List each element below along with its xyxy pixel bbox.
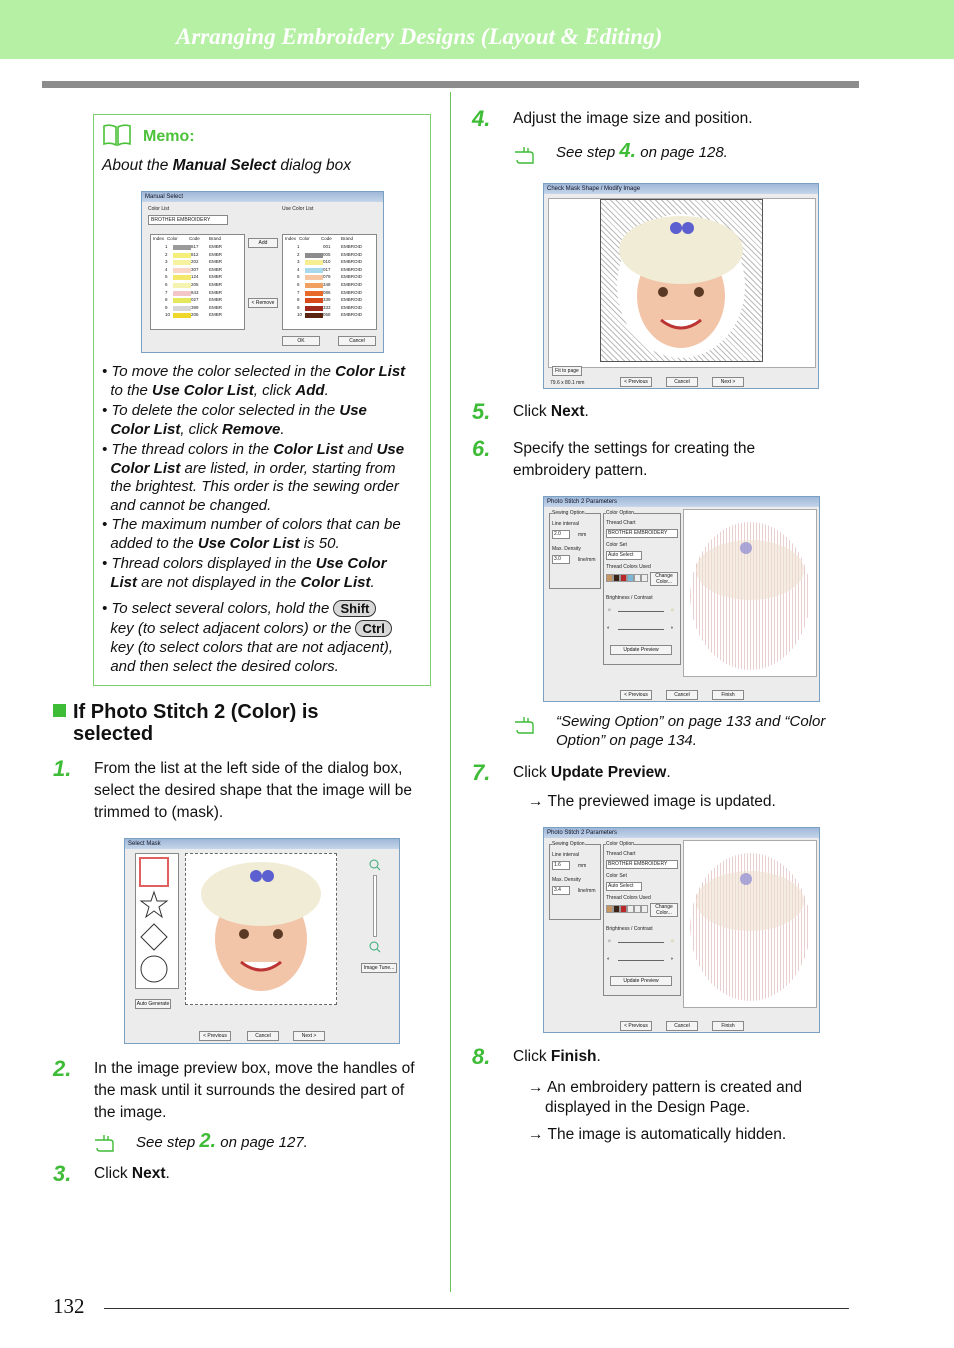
section-square-icon — [53, 704, 66, 717]
step-4-text: Adjust the image size and position. — [513, 110, 753, 127]
row-index: 5 — [165, 274, 168, 280]
column-header: Color — [167, 236, 178, 241]
step-6-number: 6. — [472, 436, 491, 461]
color-swatch — [305, 313, 323, 318]
row-code: 307 — [191, 266, 199, 272]
thread-swatch — [634, 905, 641, 913]
square-shape-option[interactable] — [139, 857, 169, 887]
memo-bullet-6: • To select several colors, hold the Shift key (to select adjacent colors) or the Ctrl key (to select colors that are not adjacent), and then select the desired colors. — [102, 600, 393, 675]
photo-stitch-parameters-screenshot-2 — [543, 827, 820, 1033]
dialog-titlebar: Photo Stitch 2 Parameters — [544, 828, 819, 838]
change-color-button[interactable]: Change Color... — [650, 903, 678, 917]
line-interval-input[interactable]: 1.6 — [552, 861, 570, 870]
ctrl-key: Ctrl — [355, 620, 391, 637]
step-6-reference: “Sewing Option” on page 133 and “Color Option” on page 134. — [556, 713, 826, 749]
row-brand: EMBR — [209, 312, 223, 318]
color-swatch — [173, 245, 191, 250]
brand-select[interactable]: BROTHER EMBROIDERY — [148, 215, 228, 225]
memo-book-icon — [102, 123, 132, 147]
line-mm-unit: line/mm — [578, 888, 596, 894]
use-color-list-label: Use Color List — [282, 206, 314, 212]
sewing-option-label: Sewing Option — [552, 510, 585, 516]
row-brand: EMBR — [209, 259, 223, 265]
thread-swatch — [613, 574, 620, 582]
row-brand: EMBR — [209, 297, 223, 303]
image-tune-button[interactable]: Image Tune... — [361, 963, 397, 973]
row-index: 1 — [165, 244, 168, 249]
row-code: 205 — [191, 282, 199, 287]
row-code: 001 — [323, 244, 331, 249]
auto-generate-button[interactable]: Auto Generate — [136, 1001, 170, 1007]
sun-icon: ☼ — [607, 938, 612, 944]
memo-bullet-1: • To move the color selected in the Color List to the Use Color List, click Add. — [102, 363, 406, 399]
memo-about: About the Manual Select dialog box — [102, 157, 352, 174]
row-index: 4 — [165, 266, 168, 272]
color-swatch — [173, 260, 191, 265]
step-4-reference: See step 4. on page 128. — [556, 140, 728, 162]
row-code: 027 — [191, 297, 199, 303]
row-brand: EMBR — [209, 266, 223, 272]
color-list-table[interactable] — [150, 234, 245, 330]
hand-pointer-icon — [514, 716, 542, 736]
row-brand: EMBR — [209, 251, 223, 257]
image-preview-box[interactable] — [185, 853, 337, 1005]
change-color-button[interactable]: Change Color... — [650, 572, 678, 586]
thread-swatch — [641, 574, 648, 582]
cancel-button[interactable]: Cancel — [666, 1021, 698, 1031]
dialog-titlebar: Manual Select — [142, 192, 383, 202]
previous-button[interactable]: < Previous — [199, 1031, 231, 1041]
page-header — [0, 0, 954, 59]
step-5-number: 5. — [472, 399, 491, 424]
contrast-low-icon: ◐ — [607, 956, 611, 962]
row-code: 399 — [191, 304, 199, 310]
row-index: 10 — [297, 312, 303, 318]
thread-colors-used-label: Thread Colors Used — [606, 564, 651, 570]
color-swatch — [173, 306, 191, 311]
row-brand: EMBROID — [341, 244, 363, 249]
thread-chart-select[interactable]: BROTHER EMBROIDERY — [606, 860, 678, 869]
color-swatch — [305, 245, 323, 250]
column-header: Code — [189, 236, 200, 241]
line-interval-label: Line interval — [552, 852, 579, 858]
shift-key: Shift — [333, 600, 376, 617]
row-code: 206 — [191, 312, 199, 318]
add-button[interactable]: Add — [248, 238, 278, 248]
max-density-label: Max. Density — [552, 546, 581, 552]
cancel-button[interactable]: Cancel — [666, 377, 698, 387]
color-option-label: Color Option — [606, 841, 635, 847]
column-header: Index — [153, 236, 165, 241]
color-set-select[interactable]: Auto Select — [606, 551, 642, 560]
column-header: Code — [321, 236, 332, 241]
thread-swatch — [627, 574, 634, 582]
step-5-text: Click Next. — [513, 403, 589, 420]
column-header: Brand — [209, 236, 222, 241]
row-brand: EMBR — [209, 289, 223, 295]
max-density-input[interactable]: 3.0 — [552, 555, 570, 564]
color-swatch — [305, 275, 323, 280]
memo-bullet-2: • To delete the color selected in the Use Color List, click Remove. — [102, 402, 367, 438]
color-set-label: Color Set — [606, 873, 627, 879]
embroidery-preview-image — [684, 510, 816, 676]
row-index: 8 — [165, 297, 168, 303]
column-header: Index — [285, 236, 297, 241]
row-code: 202 — [191, 259, 199, 265]
row-index: 9 — [165, 304, 168, 310]
dialog-titlebar: Check Mask Shape / Modify Image — [544, 184, 818, 194]
line-interval-label: Line interval — [552, 521, 579, 527]
row-index: 3 — [297, 259, 300, 265]
update-preview-button[interactable]: Update Preview — [610, 645, 672, 655]
row-index: 3 — [165, 259, 168, 265]
row-code: 058 — [323, 312, 331, 318]
hand-pointer-icon — [94, 1134, 122, 1154]
memo-bullet-5: • Thread colors displayed in the Use Color List are not displayed in the Color List. — [102, 555, 387, 591]
step-6-text: Specify the settings for creating the embroidery pattern. — [513, 440, 756, 479]
step-3-text: Click Next. — [94, 1165, 170, 1182]
cancel-button[interactable]: Cancel — [666, 690, 698, 700]
thread-swatch — [634, 574, 641, 582]
color-swatch — [173, 283, 191, 288]
row-brand: EMBR — [209, 304, 223, 310]
contrast-low-icon: ◐ — [607, 625, 611, 631]
row-brand: EMBROID — [341, 312, 363, 318]
sun-bright-icon: ☼ — [670, 607, 675, 613]
step-7-result: → The previewed image is updated. — [528, 793, 776, 810]
embroidery-preview-image — [684, 841, 816, 1007]
color-swatch — [305, 253, 323, 258]
step-7-text: Click Update Preview. — [513, 764, 671, 781]
row-code: 005 — [323, 251, 331, 257]
thread-swatch — [620, 574, 627, 582]
color-swatch — [173, 313, 191, 318]
brightness-contrast-label: Brightness / Contrast — [606, 595, 653, 601]
row-brand: EMBR — [209, 282, 223, 287]
finish-button[interactable]: Finish — [712, 690, 744, 700]
color-swatch — [305, 291, 323, 296]
row-brand: EMBROID — [341, 266, 363, 272]
footer-rule — [104, 1308, 849, 1309]
thread-swatch — [613, 905, 620, 913]
girl-photo-image — [186, 854, 336, 1004]
manual-select-dialog-screenshot — [141, 191, 384, 353]
column-divider — [450, 92, 451, 1292]
diamond-shape-option[interactable] — [139, 922, 169, 952]
row-brand: EMBR — [209, 244, 223, 249]
next-button[interactable]: Next > — [712, 377, 744, 387]
girl-photo-image — [601, 200, 762, 361]
step-8-text: Click Finish. — [513, 1048, 601, 1065]
step-7-number: 7. — [472, 760, 491, 785]
step-2-reference: See step 2. on page 127. — [136, 1130, 308, 1152]
step-8-number: 8. — [472, 1044, 491, 1069]
thread-chart-select[interactable]: BROTHER EMBROIDERY — [606, 529, 678, 538]
header-title: Arranging Embroidery Designs (Layout & Editing) — [176, 24, 663, 49]
row-index: 5 — [297, 274, 300, 280]
line-mm-unit: line/mm — [578, 557, 596, 563]
color-set-label: Color Set — [606, 542, 627, 548]
memo-title: Memo: — [143, 128, 195, 145]
max-density-label: Max. Density — [552, 877, 581, 883]
select-mask-dialog-screenshot — [124, 838, 400, 1044]
section-heading: If Photo Stitch 2 (Color) is selected — [53, 701, 319, 745]
row-index: 4 — [297, 266, 300, 272]
color-list-label: Color List — [148, 206, 170, 212]
thread-swatch — [606, 905, 613, 913]
contrast-slider[interactable] — [618, 960, 664, 961]
brightness-contrast-label: Brightness / Contrast — [606, 926, 653, 932]
row-code: 079 — [323, 274, 331, 280]
row-index: 2 — [297, 251, 300, 257]
step-1-number: 1. — [53, 756, 72, 781]
thread-colors-used-label: Thread Colors Used — [606, 895, 651, 901]
row-brand: EMBROID — [341, 251, 363, 257]
step-3-number: 3. — [53, 1161, 72, 1186]
color-swatch — [305, 268, 323, 273]
color-swatch — [173, 298, 191, 303]
page-number: 132 — [53, 1294, 85, 1318]
row-code: 843 — [191, 289, 199, 295]
row-index: 7 — [297, 289, 300, 295]
color-swatch — [173, 268, 191, 273]
brightness-slider[interactable] — [618, 942, 664, 943]
row-brand: EMBROID — [341, 259, 363, 265]
fit-to-page-button[interactable]: Fit to page — [552, 366, 582, 376]
mm-unit: mm — [578, 863, 587, 869]
zoom-out-icon[interactable] — [369, 941, 381, 953]
step-8-result-2: → The image is automatically hidden. — [528, 1126, 787, 1143]
color-swatch — [305, 283, 323, 288]
thread-swatch — [606, 574, 613, 582]
color-swatch — [305, 298, 323, 303]
thread-swatch — [627, 905, 634, 913]
row-code: 124 — [191, 274, 199, 280]
update-preview-button[interactable]: Update Preview — [610, 976, 672, 986]
header-rule — [42, 81, 859, 88]
thread-swatch — [620, 905, 627, 913]
dialog-titlebar: Photo Stitch 2 Parameters — [544, 497, 819, 507]
color-swatch — [173, 275, 191, 280]
row-brand: EMBROID — [341, 289, 363, 295]
sun-bright-icon: ☼ — [670, 938, 675, 944]
row-code: 812 — [191, 251, 199, 257]
remove-button[interactable]: < Remove — [248, 298, 278, 308]
thread-chart-label: Thread Chart — [606, 520, 636, 526]
row-brand: EMBR — [209, 274, 223, 280]
zoom-slider[interactable] — [373, 875, 377, 937]
brightness-slider[interactable] — [618, 611, 664, 612]
size-readout: 79.6 x 80.1 mm — [550, 380, 585, 386]
row-brand: EMBROID — [341, 297, 363, 303]
embroidery-preview-area — [683, 840, 817, 1008]
thread-swatch — [641, 905, 648, 913]
step-8-result-1: → An embroidery pattern is created and displayed in the Design Page. — [528, 1079, 802, 1116]
column-header: Color — [299, 236, 310, 241]
color-set-select[interactable]: Auto Select — [606, 882, 642, 891]
row-brand: EMBROID — [341, 304, 363, 310]
row-brand: EMBROID — [341, 282, 363, 287]
row-index: 2 — [165, 251, 168, 257]
row-index: 1 — [297, 244, 300, 249]
zoom-in-icon[interactable] — [369, 859, 381, 871]
memo-bullet-3: • The thread colors in the Color List and Use Color List are listed, in order, starting from the brightest. This order is the sewing order and cannot be changed. — [102, 441, 405, 514]
use-color-list-table[interactable] — [282, 234, 377, 330]
column-header: Brand — [341, 236, 354, 241]
star-shape-option[interactable] — [139, 890, 169, 920]
thread-chart-label: Thread Chart — [606, 851, 636, 857]
row-index: 8 — [297, 297, 300, 303]
row-index: 6 — [297, 282, 300, 287]
row-brand: EMBROID — [341, 274, 363, 280]
color-swatch — [305, 260, 323, 265]
check-mask-dialog-screenshot — [543, 183, 819, 389]
mask-frame[interactable] — [600, 199, 763, 362]
step-4-number: 4. — [472, 106, 491, 131]
hand-pointer-icon — [514, 146, 542, 166]
row-index: 7 — [165, 289, 168, 295]
cancel-button[interactable]: Cancel — [338, 336, 376, 346]
row-code: 010 — [323, 259, 331, 265]
next-button[interactable]: Next > — [293, 1031, 325, 1041]
step-2-text: In the image preview box, move the handles of the mask until it surrounds the desired part of the image. — [94, 1060, 415, 1121]
sun-icon: ☼ — [607, 607, 612, 613]
circle-shape-option[interactable] — [139, 954, 169, 984]
ok-button[interactable]: OK — [282, 336, 320, 346]
row-code: 086 — [323, 289, 331, 295]
row-code: 348 — [323, 282, 331, 287]
row-code: 017 — [323, 266, 331, 272]
line-interval-input[interactable]: 2.0 — [552, 530, 570, 539]
row-code: 339 — [323, 297, 331, 303]
previous-button[interactable]: < Previous — [620, 1021, 652, 1031]
photo-stitch-parameters-screenshot-1 — [543, 496, 820, 702]
memo-box — [93, 114, 431, 686]
row-code: 333 — [323, 304, 331, 310]
previous-button[interactable]: < Previous — [620, 377, 652, 387]
dialog-titlebar: Select Mask — [125, 839, 399, 849]
row-code: 817 — [191, 244, 199, 249]
step-2-number: 2. — [53, 1056, 72, 1081]
cancel-button[interactable]: Cancel — [247, 1031, 279, 1041]
color-swatch — [173, 253, 191, 258]
mask-shape-list[interactable] — [135, 853, 179, 989]
previous-button[interactable]: < Previous — [620, 690, 652, 700]
color-swatch — [305, 306, 323, 311]
row-index: 10 — [165, 312, 171, 318]
memo-bullet-4: • The maximum number of colors that can be added to the Use Color List is 50. — [102, 516, 401, 552]
contrast-high-icon: ◑ — [670, 956, 674, 962]
embroidery-preview-area — [683, 509, 817, 677]
contrast-slider[interactable] — [618, 629, 664, 630]
contrast-high-icon: ◑ — [670, 625, 674, 631]
step-1-text: From the list at the left side of the dialog box, select the desired shape that the image will be trimmed to (mask). — [94, 760, 412, 821]
row-index: 9 — [297, 304, 300, 310]
color-option-label: Color Option — [606, 510, 635, 516]
max-density-input[interactable]: 3.4 — [552, 886, 570, 895]
color-swatch — [173, 291, 191, 296]
row-index: 6 — [165, 282, 168, 287]
mm-unit: mm — [578, 532, 587, 538]
finish-button[interactable]: Finish — [712, 1021, 744, 1031]
sewing-option-label: Sewing Option — [552, 841, 585, 847]
